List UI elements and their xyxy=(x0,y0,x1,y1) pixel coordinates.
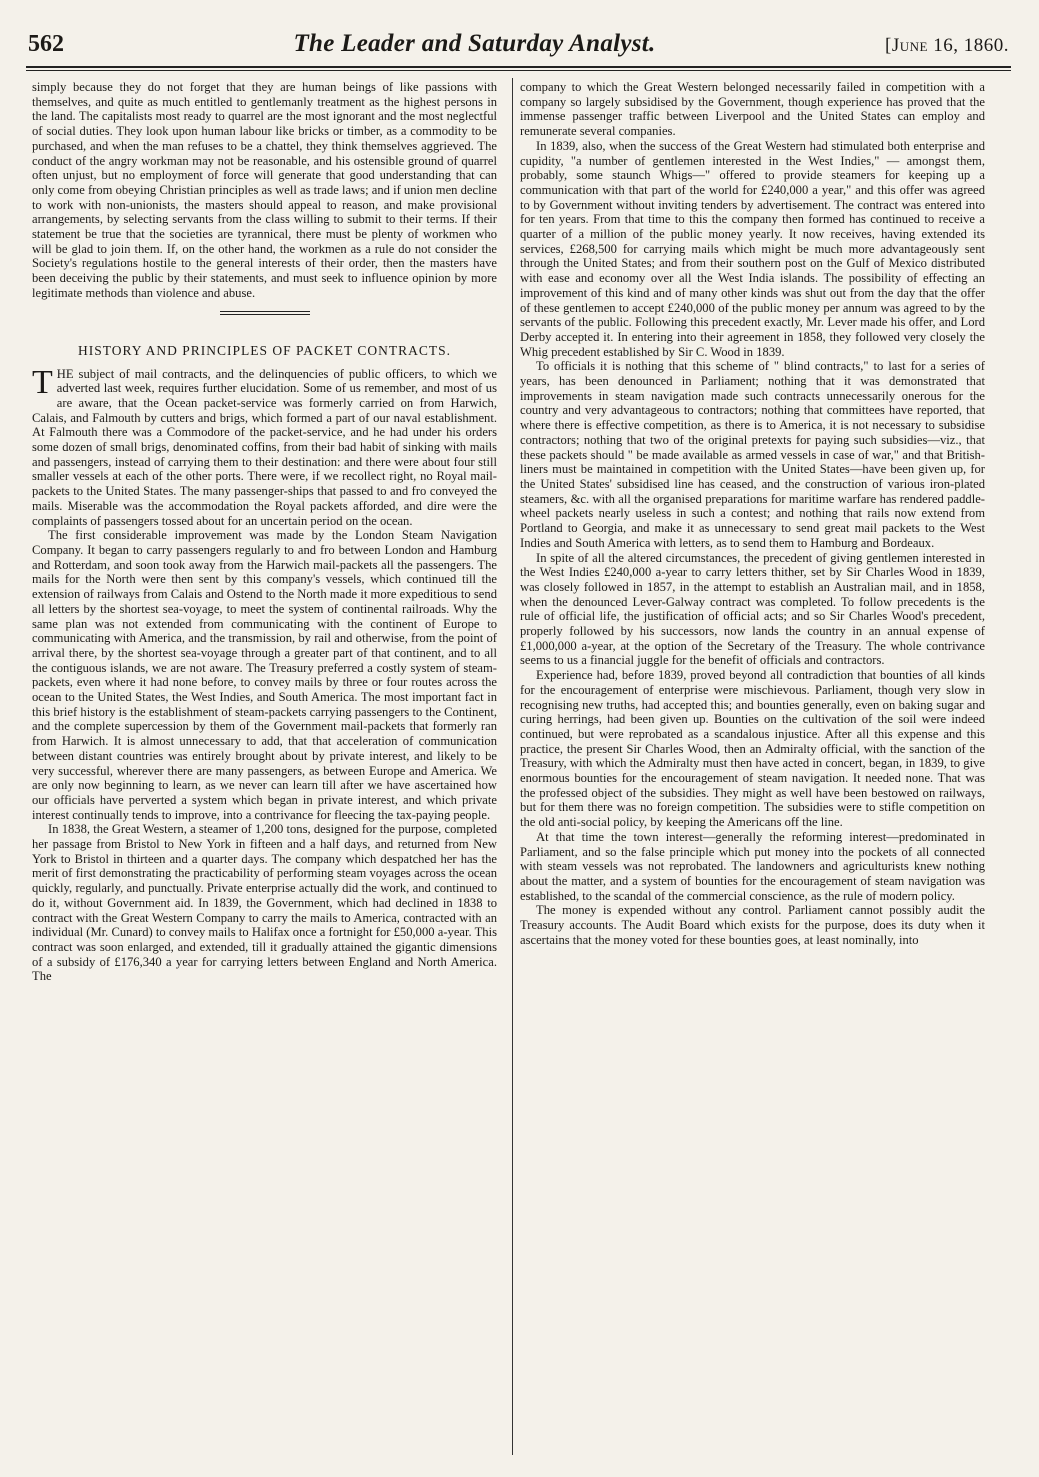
left-column xyxy=(32,80,497,1457)
page-header xyxy=(28,30,1009,64)
header-rule-thin xyxy=(26,70,1011,71)
section-separator xyxy=(220,311,310,315)
article-paragraph: In 1838, the Great Western, a steamer of 1,200 tons, designed for the purpose, completed her passage from Bristol to New York in fifteen and a half days, and returned from New York to Bristol in thirteen and a quarter days. The company which despatched her has the merit of first demonstrating the practicability of performing steam voyages across the ocean quickly, regularly, and punctually. Private enterprise actually did the work, and continued to do it, without Government aid. In 1839, the Government, which had declined in 1838 to contract with the Great Western Company to carry the mails to America, contracted with an individual (Mr. Cunard) to convey mails to Halifax once a fortnight for £50,000 a-year. This contract was soon enlarged, and extended, till it gradually attained the gigantic dimensions of a subsidy of £176,340 a year for carrying letters between England and North America. The xyxy=(32,822,497,984)
publication-title: The Leader and Saturday Analyst. xyxy=(293,30,656,57)
right-column xyxy=(520,80,985,1457)
article-paragraph: The money is expended without any control. Parliament cannot possibly audit the Treasury accounts. The Audit Board which exists for the purpose, does its duty when it ascertains that the money voted for these bounties goes, at least nominally, into xyxy=(520,903,985,947)
article-paragraph: The first considerable improvement was made by the London Steam Navigation Company. It began to carry passengers regularly to and fro between London and Hamburg and Rotterdam, and soon took away from the Harwich mail-packets all the passengers. The mails for the North were then sent by this company's vessels, which continued till the extension of railways from Calais and Ostend to the North made it more expeditious to send all letters by the shortest sea-voyage, to meet the system of continental railroads. Why the same plan was not extended from communicating with the continent of Europe to communicating with America, and the transmission, by rail and otherwise, from the point of arrival there, by the shortest sea-voyage through a greater part of that continent, and to all the contiguous islands, we are not aware. The Treasury preferred a costly system of steam-packets, even where it had none before, to convey mails by three or four routes across the ocean to the United States, the West Indies, and South America. The most important fact in this brief history is the establishment of steam-packets carrying passengers to the Continent, and the complete supercession by them of the Government mail-packets that formerly ran from Harwich. It is almost unnecessary to add, that that acceleration of communication between distant countries was entirely brought about by private interest, and likely to be very successful, wherever there are many passengers, as between Europe and America. We are only now beginning to learn, as we never can learn till after we have ascertained how our officials have perverted a system which began in private interest, and which private interest continually tends to improve, into a contrivance for fleecing the tax-paying people. xyxy=(32,528,497,822)
article-paragraph: Experience had, before 1839, proved beyond all contradiction that bounties of all kinds for the encouragement of enterprise were mischievous. Parliament, though very slow in recognising new truths, had accepted this; and bounties generally, even on baking sugar and curing herrings, had been given up. Bounties on the cultivation of the soil were indeed continued, but were reprobated as a scandalous injustice. After all this expense and this practice, the present Sir Charles Wood, then an Admiralty official, with the sanction of the Treasury, with which the Admiralty must then have acted in concert, began, in 1839, to give enormous bounties for the encouragement of steam navigation. It needed none. That was the professed object of the subsidies. They might as well have been bestowed on railways, but for them there was no foreign competition. The subsidies were to stifle competition on the old anti-social policy, by keeping the Americans off the line. xyxy=(520,668,985,830)
article-heading: HISTORY AND PRINCIPLES OF PACKET CONTRACTS. xyxy=(77,342,452,358)
article-paragraph: company to which the Great Western belonged necessarily failed in competition with a company so largely subsidised by the Government, though experience has proved that the immense passenger traffic between Liverpool and the United States can employ and remunerate several companies. xyxy=(520,80,985,139)
drop-cap: T xyxy=(32,363,53,401)
column-divider xyxy=(512,78,513,1455)
header-rule xyxy=(26,66,1011,68)
article-text: HE subject of mail contracts, and the delinquencies of public officers, to which we adverted last week, requires further elucidation. Some of us remember, and most of us are aware, that the Ocean packet-service was formerly carried on from Harwich, Calais, and Falmouth by cutters and brigs, which formed a part of our naval establishment. At Falmouth there was a Commodore of the packet-service, and he had under his orders some dozen of small brigs, denominated coffins, from their bad habit of sinking with mails and passengers, instead of carrying them to their destination: and there were about four still smaller vessels at each of the other ports. There were, if we recollect right, no Royal mail-packets to the United States. The many passenger-ships that passed to and fro conveyed the mails. Miserable was the accommodation the Royal packets afforded, and dire were the complaints of passengers tossed about for an uncertain period on the ocean. xyxy=(32,366,497,528)
article-paragraph: To officials it is nothing that this scheme of " blind contracts," to last for a series of years, has been denounced in Parliament; nothing that it was demonstrated that improvements in steam navigation made such contracts unnecessarily onerous for the country and very advantageous to contractors; nothing that committees have reported, that where there is effective competition, as there is to America, it is not necessary to subsidise contractors; nothing that two of the original pretexts for paying such subsidies—viz., that these packets should " be made available as armed vessels in case of war," and that British-liners must be maintained in competition with the United States—have been given up, for the United States' subsidised line has ceased, and the construction of various iron-plated steamers, &c. with all the organised preparations for maritime warfare has rendered paddle-wheel packets nearly useless in such a contest; and nothing that rails now extend from Portland to Georgia, and make it as unnecessary to send great mail packets to the West Indies and South America with letters, as to send them to Hamburg and Bordeaux. xyxy=(520,359,985,550)
issue-date: [June 16, 1860. xyxy=(885,35,1009,56)
article-paragraph: In 1839, also, when the success of the Great Western had stimulated both enterprise and cupidity, "a number of gentlemen interested in the West Indies," — amongst them, probably, some staunch Whigs—" offered to provide steamers for keeping up a communication with that part of the world for £240,000 a year," and this offer was agreed to by Government without inviting tenders by advertisement. The contract was entered into for ten years. From that time to this the company then formed has continued to receive a quarter of a million of the public money yearly. It now receives, having extended its services, £268,500 for carrying mails which might be much more advantageously sent through the United States; and from their southern post on the Gulf of Mexico distributed with ease and economy over all the West India islands. The possibility of effecting an improvement of this kind and of many other kinds was shut out from the day that the offer of these gentlemen to accept £240,000 of the public money per annum was agreed to by the servants of the public. Following this precedent exactly, Mr. Lever made his offer, and Lord Derby accepted it. In entering into their agreement in 1858, they followed very closely the Whig precedent established by Sir C. Wood in 1839. xyxy=(520,138,985,359)
article-paragraph: simply because they do not forget that they are human beings of like passions with themselves, and quite as much entitled to gentlemanly treatment as the highest persons in the land. The capitalists most ready to quarrel are the most ignorant and the most neglectful of social duties. They look upon human labour like bricks or timber, as a commodity to be purchased, and when the man refuses to be a chattel, they think themselves aggrieved. The conduct of the angry workman may not be reasonable, and his ostensible ground of quarrel often unjust, but no employment of force will generate that good understanding that can only come from obeying Christian principles as well as trade laws; and if union men decline to work with non-unionists, the masters should appeal to reason, and make provisional arrangements, by selecting servants from the class willing to submit to their terms. If their statement be true that the societies are tyrannical, there must be plenty of workmen who will be glad to join them. If, on the other hand, the workmen as a rule do not consider the Society's regulations hostile to the general interests of their order, then the masters have been deceiving the public by their statements, and must seek to influence opinion by more legitimate methods than violence and abuse. xyxy=(32,80,497,300)
article-paragraph: At that time the town interest—generally the reforming interest—predominated in Parliament, and so the false principle which put money into the pockets of all connected with steam vessels was not reprobated. The landowners and agriculturists knew nothing about the matter, and a system of bounties for the encouragement of steam navigation was established, to the scandal of the commercial conscience, as the rule of modern policy. xyxy=(520,829,985,903)
page-number: 562 xyxy=(28,31,64,57)
article-paragraph xyxy=(32,363,497,529)
article-paragraph: In spite of all the altered circumstances, the precedent of giving gentlemen interested in the West Indies £240,000 a-year to carry letters thither, set by Sir Charles Wood in 1839, was closely followed in 1857, in the attempt to establish an Australian mail, and in 1858, when the denounced Lever-Galway contract was completed. To follow precedents is the rule of official life, the justification of official acts; and so Sir Charles Wood's precedent, properly followed by his successors, now lands the country in an annual expense of £1,000,000 a-year, at the option of the Secretary of the Treasury. The whole contrivance seems to us a financial juggle for the benefit of officials and contractors. xyxy=(520,550,985,668)
